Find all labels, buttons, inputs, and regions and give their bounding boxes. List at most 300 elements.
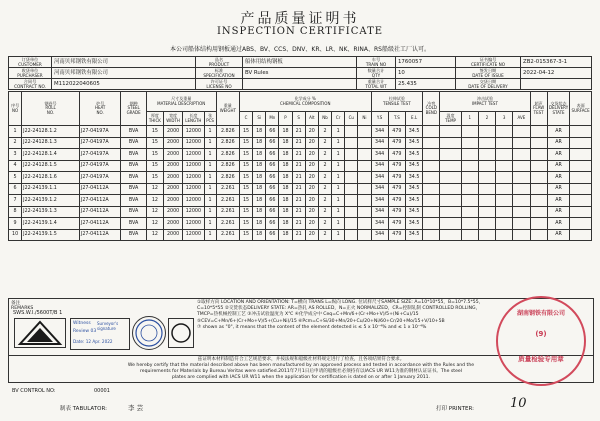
cell-grade: BVA	[121, 229, 146, 241]
cell-grade: BVA	[121, 206, 146, 218]
cell-si: 18	[253, 229, 266, 241]
cell-ys: 344	[371, 195, 388, 207]
cell-flaw	[530, 183, 547, 195]
witness-label: Witness	[73, 321, 91, 326]
cell-pcs: 1	[204, 149, 216, 161]
cell-flaw	[530, 126, 547, 138]
cell-si: 18	[253, 160, 266, 172]
cell-length: 12000	[183, 195, 204, 207]
cell-thick: 15	[146, 172, 163, 184]
cell-bend	[423, 183, 440, 195]
surveyor-date: Date: 12 Apr. 2022	[73, 339, 113, 344]
cell-state: AR	[547, 195, 570, 207]
col-pcs: 张 PCS	[204, 112, 216, 126]
qty-label: 数量合计 QTY	[357, 68, 396, 79]
cell-surf	[570, 160, 592, 172]
col-grade: 钢种 STEEL GRADE	[121, 92, 146, 126]
cell-no: 3	[9, 149, 22, 161]
cell-flaw	[530, 172, 547, 184]
cell-i1	[461, 160, 478, 172]
cell-thick: 12	[146, 183, 163, 195]
cell-pcs: 1	[204, 160, 216, 172]
table-row	[9, 183, 592, 195]
cell-length: 12000	[183, 229, 204, 241]
tabulator-label: 制表 TABULATOR:	[60, 406, 107, 412]
cell-state: AR	[547, 137, 570, 149]
cell-ys: 344	[371, 172, 388, 184]
cell-width: 2000	[163, 137, 182, 149]
cell-grade: BVA	[121, 126, 146, 138]
cell-ni	[358, 229, 371, 241]
qty-value: 10	[396, 68, 456, 79]
cell-cr: 1	[332, 172, 345, 184]
cell-length: 12000	[183, 183, 204, 195]
remarks-label: 备注 REMARKS	[11, 301, 34, 311]
cell-thick: 12	[146, 206, 163, 218]
col-weight: 重量 WEIGHT	[216, 92, 239, 126]
cell-grade: BVA	[121, 149, 146, 161]
cell-weight: 2.826	[216, 137, 239, 149]
cell-heat: J27-04197A	[79, 137, 121, 149]
cell-weight: 2.261	[216, 218, 239, 230]
cell-el: 34.5	[405, 206, 422, 218]
cell-mn: 66	[266, 160, 279, 172]
cell-pcs: 1	[204, 206, 216, 218]
cell-length: 12000	[183, 137, 204, 149]
train-label: 车号 TRAIN NO	[357, 57, 396, 68]
witness-review-box	[70, 318, 130, 350]
col-p: P	[279, 112, 292, 126]
cell-surf	[570, 126, 592, 138]
cell-cr: 1	[332, 137, 345, 149]
cell-width: 2000	[163, 149, 182, 161]
cell-pcs: 1	[204, 229, 216, 241]
cell-heat: J27-04112A	[79, 195, 121, 207]
cell-si: 18	[253, 172, 266, 184]
cell-bend	[423, 149, 440, 161]
cell-weight: 2.826	[216, 126, 239, 138]
cell-temp	[440, 160, 461, 172]
cell-ys: 344	[371, 183, 388, 195]
cell-c: 15	[239, 218, 252, 230]
cell-bend	[423, 206, 440, 218]
cell-mn: 66	[266, 206, 279, 218]
cell-state: AR	[547, 126, 570, 138]
cell-el: 34.5	[405, 149, 422, 161]
product-value: 船体用结构钢板	[243, 57, 357, 68]
cell-i3	[496, 218, 513, 230]
cell-bend	[423, 160, 440, 172]
cell-s: 21	[292, 137, 305, 149]
cell-ni	[358, 206, 371, 218]
cell-width: 2000	[163, 183, 182, 195]
cell-flaw	[530, 218, 547, 230]
col-delivery: 交货状态 DELIVERY STATE	[547, 92, 570, 126]
contract-value: M112022040605	[52, 79, 196, 90]
cell-si: 18	[253, 195, 266, 207]
cell-weight: 2.261	[216, 183, 239, 195]
cell-ave	[513, 137, 530, 149]
cell-ys: 344	[371, 126, 388, 138]
cell-el: 34.5	[405, 183, 422, 195]
cell-i2	[478, 149, 495, 161]
cell-ni	[358, 195, 371, 207]
cell-ave	[513, 218, 530, 230]
col-ys: Y.S	[371, 112, 388, 126]
cell-width: 2000	[163, 160, 182, 172]
col-i3: 3	[496, 112, 513, 126]
cell-state: AR	[547, 183, 570, 195]
cell-ts: 479	[388, 229, 405, 241]
cell-el: 34.5	[405, 229, 422, 241]
cell-ave	[513, 206, 530, 218]
cell-weight: 2.261	[216, 206, 239, 218]
cell-grade: BVA	[121, 183, 146, 195]
cell-i1	[461, 206, 478, 218]
cell-s: 21	[292, 183, 305, 195]
cell-si: 18	[253, 183, 266, 195]
cell-i1	[461, 229, 478, 241]
table-row	[9, 195, 592, 207]
col-no: 序号 NO	[9, 92, 22, 126]
cell-roll: J22-24128.1.2	[22, 126, 80, 138]
cell-grade: BVA	[121, 160, 146, 172]
cell-i3	[496, 149, 513, 161]
cell-heat: J27-04197A	[79, 126, 121, 138]
cell-roll: J22-24139.1.5	[22, 229, 80, 241]
cell-ave	[513, 126, 530, 138]
ce-mark-icon	[168, 318, 194, 348]
cell-alt: 20	[305, 160, 318, 172]
cell-state: AR	[547, 160, 570, 172]
cell-i1	[461, 137, 478, 149]
cell-ni	[358, 160, 371, 172]
stamp-num: (9)	[535, 330, 547, 338]
cell-i1	[461, 183, 478, 195]
cell-ave	[513, 183, 530, 195]
cell-no: 8	[9, 206, 22, 218]
note-line: ①取样方向 LOCATION AND ORIENTATION: T=横向 TRANS L=纵向 LONG. 位试样尺寸SAMPLE SIZE: A=10*10*55，B=10*7.5*55，	[197, 300, 484, 305]
cell-alt: 20	[305, 137, 318, 149]
col-heat: 炉号 HEAT NO.	[79, 92, 121, 126]
cell-i3	[496, 195, 513, 207]
cell-nb: 2	[318, 229, 331, 241]
cell-c: 15	[239, 229, 252, 241]
cell-nb: 2	[318, 172, 331, 184]
cell-p: 18	[279, 183, 292, 195]
table-row	[9, 229, 592, 241]
cell-ni	[358, 149, 371, 161]
cell-c: 15	[239, 160, 252, 172]
cell-pcs: 1	[204, 218, 216, 230]
cell-flaw	[530, 195, 547, 207]
note-line: TMCP=热机械控制工艺 ③冲击试验温度为 X℃ ④化学成分中 Ceq=C+Mn/6+(Cr+Mo+V)/5+(Ni+Cu)/15	[197, 312, 419, 318]
cell-grade: BVA	[121, 218, 146, 230]
cell-el: 34.5	[405, 137, 422, 149]
remarks-notes	[197, 300, 517, 331]
stamp-mid: 质量检验专用章	[518, 355, 564, 363]
purchaser-value: 河南贝邦钢铁有限公司	[52, 68, 196, 79]
col-material-desc: 尺寸及重量 MATERIAL DESCRIPTION	[146, 92, 216, 112]
cell-cr: 1	[332, 183, 345, 195]
cell-flaw	[530, 160, 547, 172]
cell-weight: 2.261	[216, 229, 239, 241]
cell-mn: 66	[266, 229, 279, 241]
cell-i2	[478, 218, 495, 230]
cell-i2	[478, 195, 495, 207]
license-label: 许可证号 LICENSE NO	[196, 79, 243, 90]
cell-heat: J27-04197A	[79, 172, 121, 184]
cell-length: 12000	[183, 149, 204, 161]
cell-cu	[345, 149, 358, 161]
col-surface: 表面 SURFACE	[570, 92, 592, 126]
cell-cu	[345, 126, 358, 138]
table-row	[9, 218, 592, 230]
table-row	[9, 149, 592, 161]
cell-cr: 1	[332, 149, 345, 161]
delivery-label: 交货日期 DATE OF DELIVERY	[456, 79, 521, 90]
col-ave: AVE	[513, 112, 530, 126]
cell-width: 2000	[163, 126, 182, 138]
cell-state: AR	[547, 229, 570, 241]
cell-s: 21	[292, 126, 305, 138]
cell-thick: 12	[146, 195, 163, 207]
cell-cr: 1	[332, 218, 345, 230]
weight-label: 重量合计 TOTAL WT	[357, 79, 396, 90]
cell-ts: 479	[388, 206, 405, 218]
quality-mark-logo	[14, 318, 66, 348]
cell-no: 5	[9, 172, 22, 184]
cell-surf	[570, 206, 592, 218]
tabulator-name: 李 芸	[128, 404, 144, 412]
col-width: 宽度 WIDTH	[163, 112, 182, 126]
cell-s: 21	[292, 195, 305, 207]
cell-c: 15	[239, 172, 252, 184]
issue-label: 签发日期 DATE OF ISSUE	[456, 68, 521, 79]
cell-nb: 2	[318, 126, 331, 138]
cell-width: 2000	[163, 218, 182, 230]
cell-length: 12000	[183, 218, 204, 230]
cell-s: 21	[292, 149, 305, 161]
cell-i2	[478, 137, 495, 149]
cell-mn: 66	[266, 195, 279, 207]
table-row	[9, 126, 592, 138]
cell-no: 9	[9, 218, 22, 230]
cell-flaw	[530, 206, 547, 218]
cell-weight: 2.826	[216, 172, 239, 184]
cell-bend	[423, 126, 440, 138]
table-row	[9, 137, 592, 149]
cell-i1	[461, 149, 478, 161]
note-line: C=10*5*55 ②交货状态DELIVERY STATE: AR=热轧 AS ROLLED，N=正火 NORMALIZED，CR=控制轧制 CONTROLLED ROLLING，	[197, 306, 481, 312]
cell-p: 18	[279, 229, 292, 241]
cell-state: AR	[547, 206, 570, 218]
col-alt: Alt	[305, 112, 318, 126]
cell-i3	[496, 229, 513, 241]
table-row	[9, 172, 592, 184]
cell-bend	[423, 137, 440, 149]
col-mn: Mn	[266, 112, 279, 126]
cell-grade: BVA	[121, 195, 146, 207]
train-value: 1760057	[396, 57, 456, 68]
cell-c: 15	[239, 137, 252, 149]
cell-ys: 344	[371, 160, 388, 172]
cell-ni	[358, 218, 371, 230]
col-si: Si	[253, 112, 266, 126]
title-cn: 产品质量证明书	[240, 11, 360, 27]
cell-cr: 1	[332, 160, 345, 172]
cell-length: 12000	[183, 206, 204, 218]
cell-surf	[570, 172, 592, 184]
cell-i3	[496, 206, 513, 218]
cell-ys: 344	[371, 218, 388, 230]
cell-pcs: 1	[204, 172, 216, 184]
cell-alt: 20	[305, 229, 318, 241]
cell-bend	[423, 218, 440, 230]
col-roll: 钢卷号 ROLL NO.	[22, 92, 80, 126]
cell-c: 15	[239, 206, 252, 218]
cell-ave	[513, 195, 530, 207]
cell-p: 18	[279, 218, 292, 230]
cell-weight: 2.826	[216, 149, 239, 161]
cell-weight: 2.826	[216, 160, 239, 172]
cell-ys: 344	[371, 149, 388, 161]
cell-i2	[478, 172, 495, 184]
cell-pcs: 1	[204, 126, 216, 138]
col-length: 长度 LENGTH	[183, 112, 204, 126]
cell-alt: 20	[305, 183, 318, 195]
cell-no: 6	[9, 183, 22, 195]
cell-pcs: 1	[204, 137, 216, 149]
cell-cr: 1	[332, 206, 345, 218]
stamp-top: 湖南钢铁有限公司	[516, 310, 565, 317]
cell-i2	[478, 126, 495, 138]
cell-grade: BVA	[121, 137, 146, 149]
cell-temp	[440, 137, 461, 149]
cell-temp	[440, 126, 461, 138]
cell-ts: 479	[388, 218, 405, 230]
cell-ys: 344	[371, 206, 388, 218]
cell-cr: 1	[332, 195, 345, 207]
cell-surf	[570, 218, 592, 230]
cell-nb: 2	[318, 160, 331, 172]
cell-c: 15	[239, 149, 252, 161]
cell-thick: 15	[146, 126, 163, 138]
cell-nb: 2	[318, 206, 331, 218]
col-s: S	[292, 112, 305, 126]
col-tensile: 拉伸试验 TENSILE TEST	[371, 92, 423, 112]
cell-length: 12000	[183, 160, 204, 172]
cell-p: 18	[279, 126, 292, 138]
col-thick: 厚度 THICK	[146, 112, 163, 126]
printer-handwriting: 10	[510, 396, 527, 411]
cell-mn: 66	[266, 126, 279, 138]
cell-width: 2000	[163, 195, 182, 207]
col-ts: T.S	[388, 112, 405, 126]
cell-cu	[345, 160, 358, 172]
cell-no: 2	[9, 137, 22, 149]
cell-p: 18	[279, 160, 292, 172]
cell-pcs: 1	[204, 183, 216, 195]
cell-nb: 2	[318, 137, 331, 149]
col-impact: 冲击试验 IMPACT TEST	[440, 92, 530, 112]
license-value	[243, 79, 357, 90]
cell-p: 18	[279, 172, 292, 184]
col-chem: 化学成分 % CHEMICAL COMPOSITION	[239, 92, 371, 112]
cell-width: 2000	[163, 229, 182, 241]
cell-i1	[461, 126, 478, 138]
cell-state: AR	[547, 149, 570, 161]
cell-c: 15	[239, 195, 252, 207]
bv-control-label: BV CONTROL NO:	[12, 388, 56, 394]
cell-surf	[570, 229, 592, 241]
col-cu: Cu	[345, 112, 358, 126]
customer-label: 订货单位 CUSTOMER	[9, 57, 52, 68]
sws-code: SWS.W.I./5600T/B 1	[13, 310, 63, 316]
cell-nb: 2	[318, 149, 331, 161]
note-line: ⑤CEV=C+Mn/6+(Cr+Mo+V)/5+(Cu+Ni)/15 ⑥Pcm=C+Si/30+Mn/20+Cu/20+Ni/60+Cr/20+Mo/15+V/10+5B	[197, 318, 445, 324]
cell-roll: J22-24139.1.2	[22, 195, 80, 207]
cert-value: ZB2-015367-3-1	[521, 57, 592, 68]
cell-no: 7	[9, 195, 22, 207]
cell-cr: 1	[332, 126, 345, 138]
col-el: E.L	[405, 112, 422, 126]
contract-label: 合同号 CONTRACT NO.	[9, 79, 52, 90]
cell-p: 18	[279, 206, 292, 218]
cell-flaw	[530, 149, 547, 161]
cell-cu	[345, 137, 358, 149]
cell-i2	[478, 183, 495, 195]
cell-surf	[570, 195, 592, 207]
table-row	[9, 160, 592, 172]
col-temp: 温度 TEMP	[440, 112, 461, 126]
spec-label: 标准 SPECIFICATION	[196, 68, 243, 79]
cell-si: 18	[253, 126, 266, 138]
cell-s: 21	[292, 172, 305, 184]
cell-roll: J22-24128.1.5	[22, 160, 80, 172]
cell-i2	[478, 160, 495, 172]
cell-width: 2000	[163, 172, 182, 184]
cell-surf	[570, 137, 592, 149]
cell-temp	[440, 195, 461, 207]
cell-ts: 479	[388, 160, 405, 172]
cell-flaw	[530, 137, 547, 149]
bv-seal-icon	[132, 316, 166, 350]
cell-mn: 66	[266, 149, 279, 161]
cell-s: 21	[292, 218, 305, 230]
product-label: 品名 PRODUCT	[196, 57, 243, 68]
cell-cu	[345, 195, 358, 207]
cell-ni	[358, 126, 371, 138]
cell-no: 10	[9, 229, 22, 241]
col-c: C	[239, 112, 252, 126]
cell-alt: 20	[305, 218, 318, 230]
note-line: ⑦ shown as "0", it means that the content of the element detected is ≤ 5 x 10⁻⁴% and ≤ 1 x 10⁻⁴%	[197, 324, 427, 330]
cell-mn: 66	[266, 137, 279, 149]
cell-el: 34.5	[405, 172, 422, 184]
col-ni: Ni	[358, 112, 371, 126]
cell-cr: 1	[332, 229, 345, 241]
cell-cu	[345, 218, 358, 230]
cell-temp	[440, 229, 461, 241]
cell-si: 18	[253, 218, 266, 230]
cell-alt: 20	[305, 195, 318, 207]
cell-length: 12000	[183, 126, 204, 138]
cell-heat: J27-04112A	[79, 229, 121, 241]
customer-value: 河南贝邦钢铁有限公司	[52, 57, 196, 68]
cell-cu	[345, 172, 358, 184]
col-bend: 冷弯 COLD BEND	[423, 92, 440, 126]
